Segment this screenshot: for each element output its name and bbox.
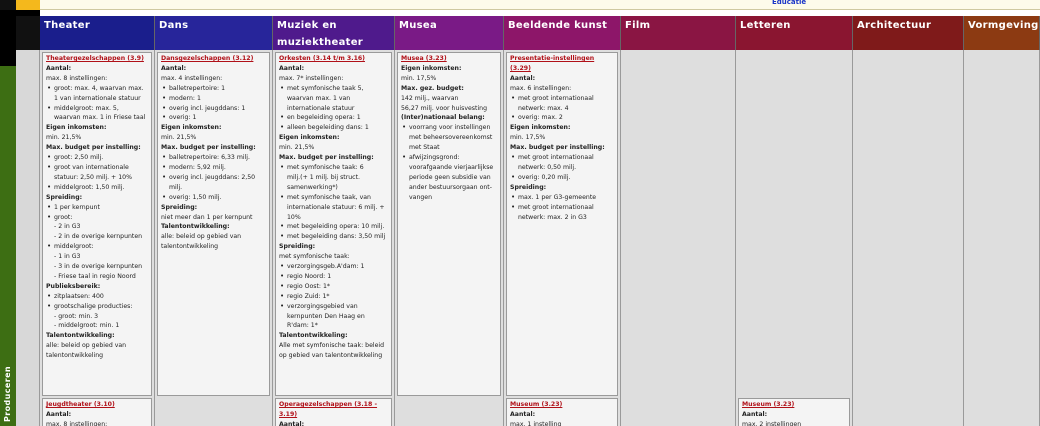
column-header-dans	[155, 16, 273, 50]
criteria-title-link[interactable]: Theatergezelschappen (3.9)	[46, 55, 144, 62]
criteria-line: alle: beleid op gebied van	[161, 233, 242, 241]
column-film	[621, 16, 736, 426]
criteria-line: kernpunten Den Haag en	[287, 312, 365, 320]
criteria-line: • modern: 1	[161, 94, 266, 104]
criteria-line: • 1 per kernpunt	[46, 203, 148, 213]
column-letteren	[736, 16, 853, 426]
criteria-line: 142 milj., waarvan	[401, 94, 459, 102]
column-body-dans	[155, 50, 273, 426]
criteria-line: min. 17,5%	[401, 74, 437, 82]
criteria-line: • balletrepertoire: 6,33 milj.	[161, 153, 266, 163]
criteria-line: met Staat	[409, 144, 440, 152]
criteria-line: • overig: max. 2	[510, 113, 614, 123]
criteria-line: met beheersovereenkomst	[409, 134, 493, 142]
criteria-line: • regio Oost: 1*	[279, 282, 388, 292]
criteria-heading: Publieksbereik:	[46, 282, 101, 290]
criteria-line: internationale statuur: 6 milj. +	[287, 203, 385, 211]
criteria-line: max. 8 instellingen:	[46, 74, 108, 82]
criteria-line: vangen	[409, 193, 433, 201]
column-header-label: Vormgeving	[968, 20, 1039, 31]
criteria-title-link[interactable]: Museum (3.23)	[510, 401, 563, 408]
criteria-line: 56,27 milj. voor huisvesting	[401, 104, 488, 112]
column-header-architectuur	[853, 16, 964, 50]
criteria-line: talentontwikkeling	[46, 352, 104, 360]
criteria-line: • regio Zuid: 1*	[279, 292, 388, 302]
column-header-label: Dans	[159, 20, 189, 31]
criteria-line: • zitplaatsen: 400	[46, 292, 148, 302]
criteria-heading: Eigen inkomsten:	[401, 64, 462, 72]
criteria-cell-musea	[397, 52, 501, 396]
criteria-line: • overig incl. jeugddans: 1	[161, 104, 266, 114]
criteria-line: samenwerking*)	[287, 183, 338, 191]
criteria-heading: Talentontwikkeling:	[279, 332, 348, 340]
criteria-heading: Eigen inkomsten:	[46, 124, 107, 132]
criteria-line: • grootschalige producties:	[46, 302, 148, 312]
criteria-line: • en begeleiding opera: 1	[279, 113, 388, 123]
column-header-label: Theater	[44, 20, 91, 31]
criteria-heading: Spreiding:	[510, 183, 547, 191]
column-header-musea	[395, 16, 504, 50]
criteria-heading: Aantal:	[46, 410, 72, 418]
criteria-line: alle: beleid op gebied van	[46, 342, 127, 350]
criteria-line: • alleen begeleiding dans: 1	[279, 123, 388, 133]
criteria-line: • groot: 2,50 milj.	[46, 153, 148, 163]
column-architectuur	[853, 16, 964, 426]
criteria-cell-muziek	[275, 52, 392, 396]
criteria-cell-theater-2	[42, 398, 152, 426]
criteria-line: • groot: max. 4, waarvan max.	[46, 84, 148, 94]
row-label-produceren-bg	[0, 66, 16, 426]
criteria-heading: (Inter)nationaal belang:	[401, 114, 485, 122]
criteria-line: • met symfonische taak: 6	[279, 163, 388, 173]
column-header-label: Musea	[399, 20, 438, 31]
criteria-line: milj.(+ 1 milj. bij struct.	[287, 173, 360, 181]
top-left-block	[0, 0, 16, 10]
criteria-heading: Max. budget per instelling:	[510, 144, 605, 152]
criteria-line: • verzorgingsgeb.A'dam: 1	[279, 262, 388, 272]
criteria-line: max. 7* instellingen:	[279, 74, 344, 82]
criteria-line: ander bestuursorgaan ont-	[409, 183, 492, 191]
criteria-line: netwerk: max. 2 in G3	[518, 213, 587, 221]
column-theater	[40, 16, 155, 426]
criteria-line: min. 21,5%	[46, 134, 82, 142]
criteria-heading: Aantal:	[510, 410, 536, 418]
criteria-heading: Aantal:	[161, 64, 187, 72]
criteria-title-link[interactable]: Presentatie-instellingen (3.29)	[510, 55, 595, 72]
column-header-letteren	[736, 16, 853, 50]
criteria-line: waarvan max. 1 in Friese taal	[54, 114, 146, 122]
column-body-vormgeving	[964, 50, 1040, 426]
column-body-muziek	[273, 50, 395, 426]
criteria-line: • modern: 5,92 milj.	[161, 163, 266, 173]
criteria-line: • overig incl. jeugddans: 2,50	[161, 173, 266, 183]
criteria-cell-theater	[42, 52, 152, 396]
criteria-line: - groot: min. 3	[54, 312, 99, 320]
criteria-heading: Eigen inkomsten:	[279, 134, 340, 142]
criteria-line: • met symfonische taak, van	[279, 193, 388, 203]
criteria-line: internationale statuur	[287, 104, 355, 112]
row-gutter-fill	[16, 50, 40, 426]
criteria-line: min. 17,5%	[510, 134, 546, 142]
criteria-heading: Spreiding:	[161, 203, 198, 211]
criteria-cell-beeldende-kunst-2	[506, 398, 618, 426]
row-label-produceren: Produceren	[3, 366, 12, 422]
criteria-line: • middelgroot: 1,50 milj.	[46, 183, 148, 193]
criteria-line: netwerk: max. 4	[518, 104, 569, 112]
criteria-cell-muziek-2	[275, 398, 392, 426]
criteria-heading: Aantal:	[742, 410, 768, 418]
top-yellow-block	[16, 0, 40, 10]
criteria-line: • met begeleiding dans: 3,50 milj	[279, 232, 388, 242]
criteria-line: • overig: 0,20 milj.	[510, 173, 614, 183]
criteria-line: max. 6 instellingen:	[510, 84, 572, 92]
column-beeldende-kunst	[504, 16, 621, 426]
row-label-strip	[0, 16, 16, 426]
criteria-line: periode geen subsidie van	[409, 173, 491, 181]
column-header-beeldende-kunst	[504, 16, 621, 50]
criteria-line: - 2 in G3	[54, 223, 81, 231]
column-body-architectuur	[853, 50, 964, 426]
criteria-title-link[interactable]: Operagezelschappen (3.18 - 3.19)	[279, 401, 378, 418]
criteria-title-link[interactable]: Musea (3.23)	[401, 55, 447, 62]
criteria-line: op gebied van talentontwikkeling	[279, 352, 383, 360]
criteria-heading: Max. budget per instelling:	[161, 144, 256, 152]
criteria-line: waarvan max. 1 van	[287, 94, 351, 102]
criteria-line: • overig: 1	[161, 113, 266, 123]
criteria-heading: Max. budget per instelling:	[46, 144, 141, 152]
criteria-line: • met symfonische taak 5,	[279, 84, 388, 94]
criteria-line: R'dam: 1*	[287, 322, 318, 330]
criteria-line: • met groot internationaal	[510, 94, 614, 104]
criteria-cell-dans	[157, 52, 270, 396]
criteria-title-link[interactable]: Orkesten (3.14 t/m 3.16)	[279, 55, 366, 62]
criteria-line: • met groot internationaal	[510, 153, 614, 163]
column-header-label: Muziek en muziektheater	[277, 20, 364, 48]
criteria-heading: Spreiding:	[279, 243, 316, 251]
column-header-vormgeving	[964, 16, 1040, 50]
criteria-line: 10%	[287, 213, 301, 221]
criteria-heading: Aantal:	[279, 420, 305, 426]
column-body-musea	[395, 50, 504, 426]
column-dans	[155, 16, 273, 426]
criteria-line: - 2 in de overige kernpunten	[54, 233, 143, 241]
column-vormgeving	[964, 16, 1040, 426]
criteria-line: • voorrang voor instellingen	[401, 123, 497, 133]
column-header-label: Beeldende kunst	[508, 20, 608, 31]
column-body-theater	[40, 50, 155, 426]
criteria-heading: Talentontwikkeling:	[46, 332, 115, 340]
column-musea	[395, 16, 504, 426]
criteria-line: met symfonische taak:	[279, 253, 350, 261]
criteria-title-link[interactable]: Jeugdtheater (3.10)	[46, 401, 115, 408]
criteria-title-link[interactable]: Museum (3.23)	[742, 401, 795, 408]
criteria-line: voorafgaande vierjaarlijkse	[409, 163, 494, 171]
criteria-line: max. 2 instellingen	[742, 420, 802, 426]
criteria-line: - 1 in G3	[54, 253, 81, 261]
criteria-line: • max. 1 per G3-gemeente	[510, 193, 614, 203]
column-body-beeldende-kunst	[504, 50, 621, 426]
criteria-line: - Friese taal in regio Noord	[54, 272, 136, 280]
criteria-line: max. 8 instellingen:	[46, 420, 108, 426]
criteria-line: talentontwikkeling	[161, 243, 219, 251]
criteria-heading: Max. budget per instelling:	[279, 154, 374, 162]
column-header-film	[621, 16, 736, 50]
criteria-line: • middelgroot:	[46, 242, 148, 252]
criteria-line: statuur: 2,50 milj. + 10%	[54, 173, 132, 181]
criteria-line: milj.	[169, 183, 183, 191]
criteria-line: • afwijzingsgrond:	[401, 153, 497, 163]
criteria-cell-letteren-2	[738, 398, 850, 426]
criteria-heading: Aantal:	[279, 64, 305, 72]
criteria-heading: Aantal:	[510, 74, 536, 82]
criteria-line: 1 van internationale statuur	[54, 94, 141, 102]
criteria-line: • middelgroot: max. 5,	[46, 104, 148, 114]
criteria-title-link[interactable]: Dansgezelschappen (3.12)	[161, 55, 254, 62]
criteria-heading: Aantal:	[46, 64, 72, 72]
criteria-line: • met groot internationaal	[510, 203, 614, 213]
criteria-line: • groot:	[46, 213, 148, 223]
educatie-label: Educatie	[772, 0, 807, 6]
criteria-heading: Eigen inkomsten:	[510, 124, 571, 132]
column-muziek	[273, 16, 395, 426]
criteria-heading: Spreiding:	[46, 193, 83, 201]
criteria-line: min. 21,5%	[279, 144, 315, 152]
criteria-line: • balletrepertoire: 1	[161, 84, 266, 94]
criteria-line: • groot van internationale	[46, 163, 148, 173]
criteria-heading: Eigen inkomsten:	[161, 124, 222, 132]
column-header-label: Letteren	[740, 20, 791, 31]
criteria-line: • overig: 1,50 milj.	[161, 193, 266, 203]
column-header-label: Film	[625, 20, 651, 31]
column-header-muziek	[273, 16, 395, 50]
criteria-line: • verzorgingsgebied van	[279, 302, 388, 312]
criteria-line: niet meer dan 1 per kernpunt	[161, 213, 253, 221]
top-banner	[0, 0, 1040, 10]
column-body-letteren	[736, 50, 853, 426]
criteria-line: max. 1 instelling	[510, 420, 562, 426]
column-header-label: Architectuur	[857, 20, 932, 31]
criteria-heading: Max. gez. budget:	[401, 84, 464, 92]
criteria-cell-beeldende-kunst	[506, 52, 618, 396]
criteria-line: • met begeleiding opera: 10 milj.	[279, 222, 388, 232]
criteria-line: • regio Noord: 1	[279, 272, 388, 282]
row-gutter	[16, 16, 40, 426]
criteria-line: - middelgroot: min. 1	[54, 322, 120, 330]
column-body-film	[621, 50, 736, 426]
criteria-line: Alle met symfonische taak: beleid	[279, 342, 385, 350]
criteria-line: max. 4 instellingen:	[161, 74, 223, 82]
criteria-heading: Talentontwikkeling:	[161, 223, 230, 231]
criteria-line: - 3 in de overige kernpunten	[54, 263, 143, 271]
criteria-line: min. 21,5%	[161, 134, 197, 142]
column-header-theater	[40, 16, 155, 50]
criteria-line: netwerk: 0,50 milj.	[518, 163, 577, 171]
